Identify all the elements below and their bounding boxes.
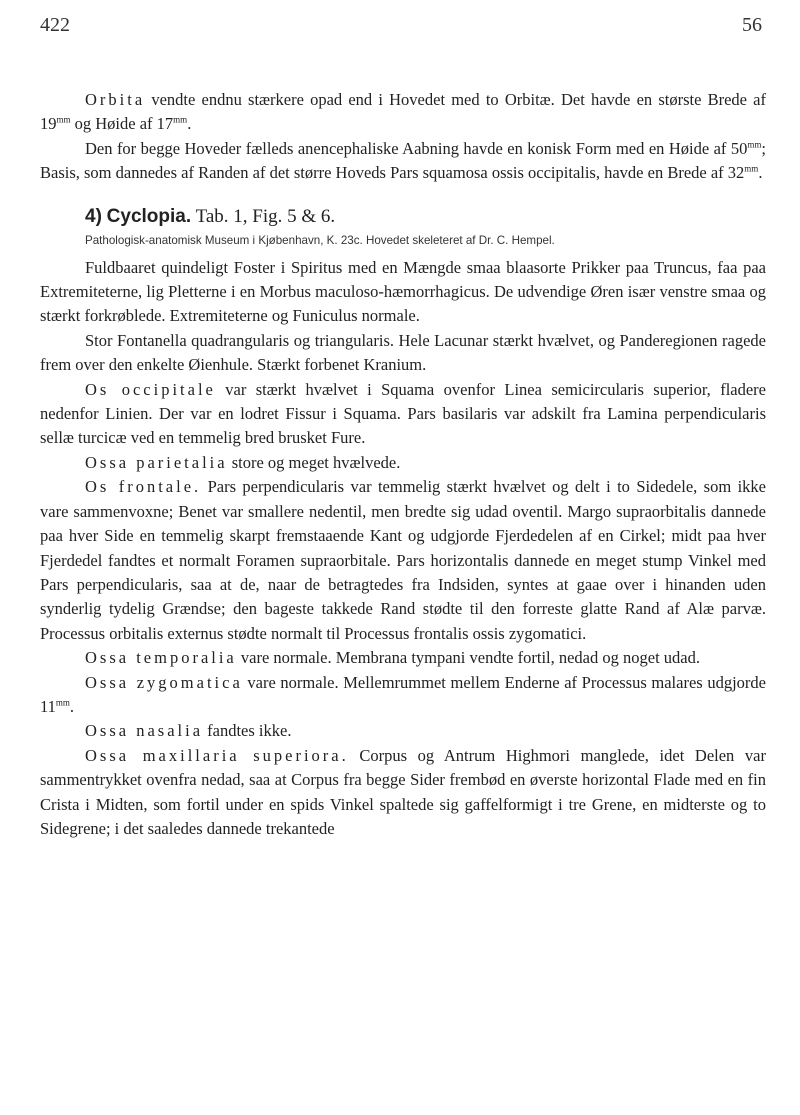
unit-superscript: mm xyxy=(747,139,762,150)
paragraph-foster: Fuldbaaret quindeligt Foster i Spiritus med en Mængde smaa blaasorte Prikker paa Truncus, faa paa Extremiteterne, lig Pletterne i en Morbus maculoso-hæmorrhagicus. De udvendige Øren især venstre smaa og stærkt forkrøblede. Extremiteterne og Funiculus normale. xyxy=(40,257,766,326)
unit-superscript: mm xyxy=(55,697,70,708)
paragraph-lead: Ossa nasalia xyxy=(85,721,204,741)
paragraph-text: fandtes ikke. xyxy=(203,721,292,741)
paragraph-text: . xyxy=(69,696,75,716)
paragraph-ossa-maxillaria xyxy=(40,744,766,842)
paragraph-lead: Ossa temporalia xyxy=(85,648,237,668)
paragraph-text: . xyxy=(187,114,192,134)
paragraph-text: vendte endnu stærkere opad end i Hovedet med to Orbitæ. Det havde en største Brede af 19 xyxy=(40,90,766,134)
section-heading xyxy=(40,204,766,230)
paragraph-text: Den for begge Hoveder fælleds anencephaliske Aabning havde en konisk Form med en Høide af 50 xyxy=(85,138,748,158)
paragraph-ossa-zygomatica xyxy=(40,671,766,720)
paragraph-ossa-temporalia xyxy=(40,646,766,670)
paragraph-text: var stærkt hvælvet i Squama ovenfor Linea semicircularis superior, fladere nedenfor Linien. Der var en lodret Fissur i Squama. Pars basilaris var adskilt fra Lamina perpendicularis sellæ turcicæ ved en temmelig bred brusket Fure. xyxy=(40,379,766,448)
paragraph-os-frontale xyxy=(40,475,766,646)
paragraph-text: . xyxy=(758,163,763,183)
paragraph-lead: Ossa maxillaria superiora. xyxy=(85,745,349,765)
section-source: Pathologisk-anatomisk Museum i Kjøbenhavn, K. 23c. Hovedet skeleteret af Dr. C. Hempel. xyxy=(85,233,555,247)
page-body xyxy=(40,88,766,841)
paragraph-lead: Orbita xyxy=(85,90,146,109)
paragraph-lead: Ossa zygomatica xyxy=(85,672,243,692)
paragraph-text: Corpus og Antrum Highmori manglede, idet Delen var sammentrykket ovenfra nedad, saa at Corpus fra begge Sider frembød en øverste horizontal Flade med en fin Crista i Midten, som fortil under en spids Vinkel spaltede sig gaffelformigt i tre Grene, en midterste og to Sidegrene; i det saaledes dannede trekantede xyxy=(40,745,766,838)
paragraph-text: vare normale. Mellemrummet mellem Enderne af Processus malares udgjorde 11 xyxy=(40,672,766,716)
page-number-left: 422 xyxy=(40,14,70,36)
unit-superscript: mm xyxy=(56,114,71,125)
paragraph-fontanella: Stor Fontanella quadrangularis og triangularis. Hele Lacunar stærkt hvælvet, og Panderegionen ragede frem over den enkelte Øienhule. Stærkt forbenet Kranium. xyxy=(40,330,766,375)
paragraph-aabning xyxy=(40,137,766,186)
paragraph-text: store og meget hvælvede. xyxy=(227,452,401,472)
paragraph-text: Pars perpendicularis var temmelig stærkt hvælvet og delt i to Sidedele, som ikke vare sammenvoxne; Benet var smallere nedentil, men bredte sig udad oventil. Margo supraorbitalis dannede paa hver Side en temmelig skarpt fremstaaende Kant og udgjorde Fjerdedelen af en Cirkel; midt paa hver Fjerdedel fandtes et normalt Foramen supraorbitale. Pars horizontalis dannede en meget stump Vinkel med Pars perpendicularis, saa at de, naar de betragtedes fra Indsiden, syntes at gaae over i hinanden uden synderlig tydelig Grændse; den bageste takkede Rand stødte til den forreste glatte Rand af Alæ parvæ. Processus orbitalis externus stødte normalt til Processus frontalis ossis zygomatici. xyxy=(40,477,766,643)
page-number-right: 56 xyxy=(742,14,762,36)
paragraph-os-occipitale xyxy=(40,378,766,451)
paragraph-ossa-parietalia xyxy=(40,451,766,475)
paragraph-ossa-nasalia xyxy=(40,719,766,743)
paragraph-lead: Ossa parietalia xyxy=(85,452,228,472)
paragraph-text: vare normale. Membrana tympani vendte fortil, nedad og noget udad. xyxy=(236,648,700,668)
paragraph-lead: Os occipitale xyxy=(85,379,216,399)
section-reference: Tab. 1, Fig. 5 & 6. xyxy=(195,205,336,227)
paragraph-lead: Os frontale. xyxy=(85,477,202,497)
paragraph-orbita xyxy=(40,88,766,137)
unit-superscript: mm xyxy=(173,114,188,125)
section-number: 4) xyxy=(85,205,102,227)
paragraph-text: ; Basis, som dannedes af Randen af det større Hoveds Pars squamosa ossis occipitalis, havde en Brede af 32 xyxy=(40,138,766,183)
unit-superscript: mm xyxy=(744,163,759,174)
paragraph-text: og Høide af 17 xyxy=(70,114,174,134)
section-title: Cyclopia. xyxy=(106,205,192,227)
